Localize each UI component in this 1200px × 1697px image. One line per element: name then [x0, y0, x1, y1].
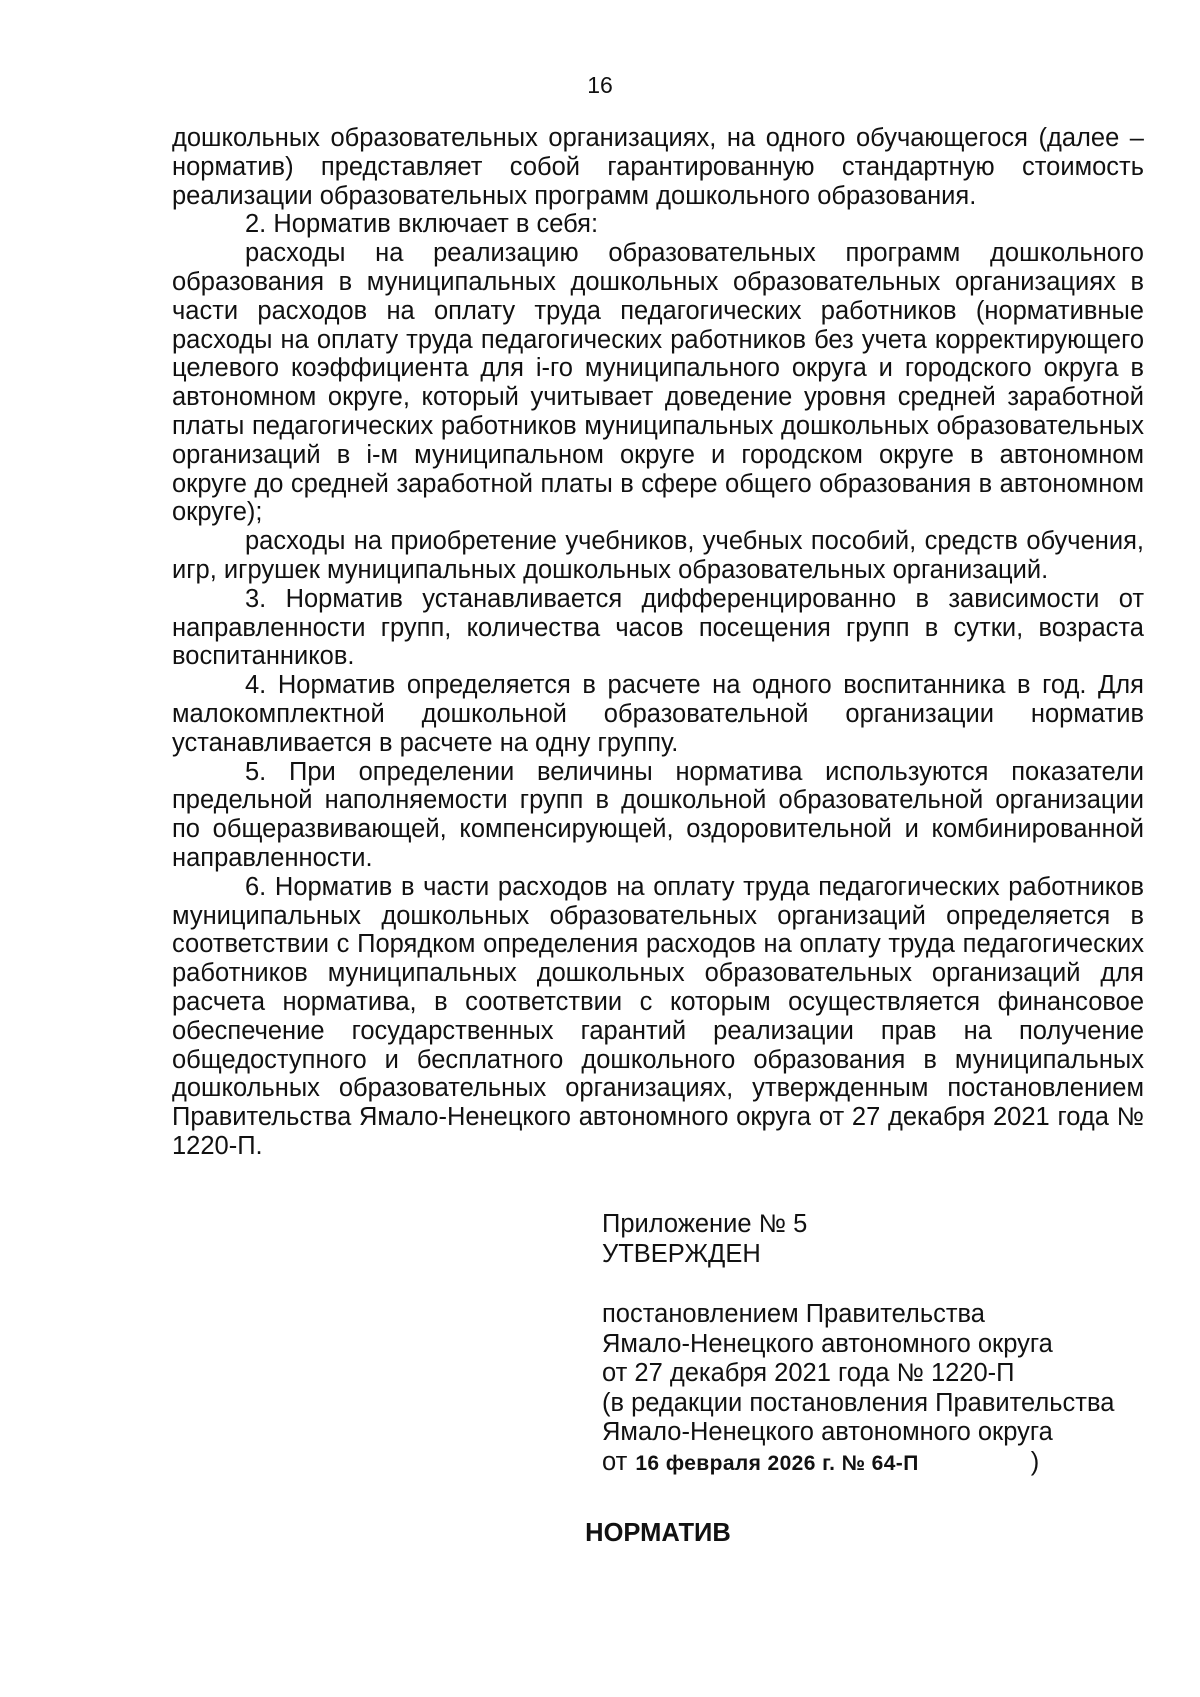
paragraph-item-4: 4. Норматив определяется в расчете на одного воспитанника в год. Для малокомплектной дошкольной образовательной организации норматив устанавливается в расчете на одну группу. [172, 671, 1144, 757]
approval-date-prefix: от [602, 1447, 628, 1476]
approval-line-2: Ямало-Ненецкого автономного округа [602, 1329, 1053, 1358]
approval-line-1: постановлением Правительства [602, 1300, 985, 1328]
section-heading: НОРМАТИВ [585, 1519, 731, 1547]
appendix-label: Приложение № 5 [602, 1210, 808, 1238]
registration-stamp-date: 16 февраля 2026 г. № 64-П [635, 1451, 919, 1475]
paragraph-item-6: 6. Норматив в части расходов на оплату труда педагогических работников муниципальных дошкольных образовательных организаций определяется в соответствии с Порядком определения расходов на оплату труда педагогических работников муниципальных дошкольных образовательных организаций для расчета норматива, в соответствии с которым осуществляется финансовое обеспечение государственных гарантий реализации прав на получение общедоступного и бесплатного дошкольного образования в муниципальных дошкольных образовательных организациях, утвержденным постановлением Правительства Ямало-Ненецкого автономного округа от 27 декабря 2021 года № 1220-П. [172, 872, 1144, 1160]
paragraph-item-2: 2. Норматив включает в себя: [245, 210, 599, 239]
paragraph-item-5: 5. При определении величины норматива используются показатели предельной наполняемости групп в дошкольной образовательной организации по общеразвивающей, компенсирующей, оздоровительной и комбинированной направленности. [172, 757, 1144, 872]
approval-line-3: от 27 декабря 2021 года № 1220-П [602, 1359, 1015, 1387]
paragraph-item-3: 3. Норматив устанавливается дифференцированно в зависимости от направленности групп, количества часов посещения групп в сутки, возраста воспитанников. [172, 584, 1144, 671]
page-number: 16 [587, 72, 613, 98]
paragraph-continuation: дошкольных образовательных организациях, на одного обучающегося (далее – норматив) представляет собой гарантированную стандартную стоимость реализации образовательных программ дошкольного образования. [172, 124, 1144, 210]
approved-label: УТВЕРЖДЕН [602, 1239, 761, 1268]
approval-close-paren: ) [1030, 1447, 1040, 1476]
paragraph-expenses-textbooks: расходы на приобретение учебников, учебных пособий, средств обучения, игр, игрушек муниципальных дошкольных образовательных организаций. [172, 527, 1144, 584]
approval-line-4: (в редакции постановления Правительства [602, 1388, 1115, 1417]
document-body [172, 124, 1144, 1161]
approval-line-5: Ямало-Ненецкого автономного округа [602, 1418, 1053, 1446]
approval-block [602, 1210, 1162, 1478]
paragraph-expenses-salary: расходы на реализацию образовательных программ дошкольного образования в муниципальных дошкольных образовательных организациях в части расходов на оплату труда педагогических работников (нормативные расходы на оплату труда педагогических работников без учета корректирующего целевого коэффициента для i-го муниципального округа и городского округа в автономном округе, который учитывает доведение уровня средней заработной платы педагогических работников муниципальных дошкольных образовательных организаций в i-м муниципальном округе и городском округе в автономном округе до средней заработной платы в сфере общего образования в автономном округе); [172, 239, 1144, 527]
approval-spacer [602, 1269, 1162, 1300]
approval-date-line [602, 1448, 1162, 1479]
